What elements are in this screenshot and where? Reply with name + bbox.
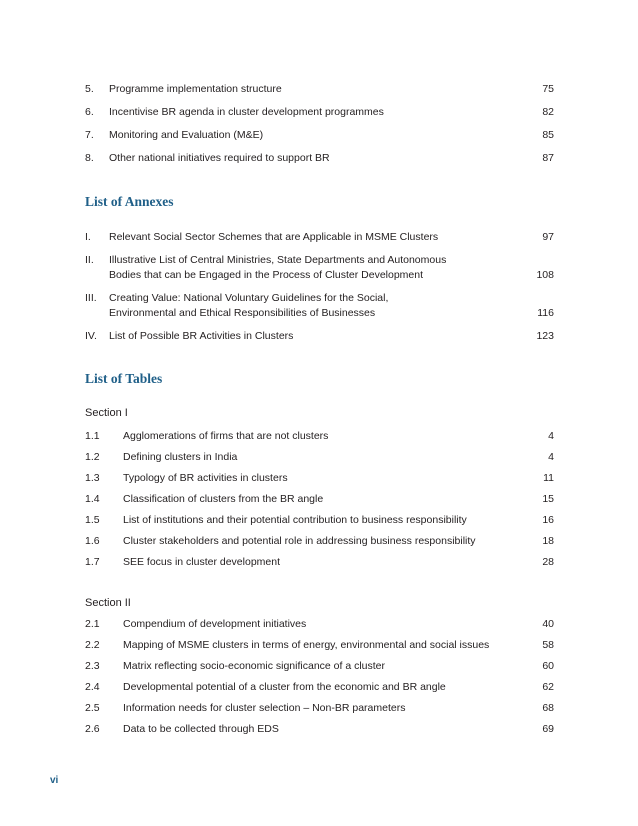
entry-page: 15 (542, 493, 554, 505)
entry-title: Incentivise BR agenda in cluster development programmes (109, 106, 384, 118)
entry-title: Relevant Social Sector Schemes that are Applicable in MSME Clusters (109, 231, 439, 243)
entry-title: Other national initiatives required to support BR (109, 152, 330, 164)
entry-title: Monitoring and Evaluation (M&E) (109, 129, 264, 141)
entry-title: Agglomerations of firms that are not clusters (123, 430, 329, 442)
entry-number: 1.1 (85, 430, 100, 442)
entry-page: 82 (542, 106, 554, 118)
entry-number: 1.3 (85, 472, 100, 484)
entry-number: 5. (85, 83, 94, 95)
entry-number: 2.4 (85, 681, 100, 693)
entry-title: Classification of clusters from the BR angle (123, 493, 324, 505)
entry-page: 75 (542, 83, 554, 95)
entry-title-continued: Environmental and Ethical Responsibilities of Businesses (109, 307, 376, 319)
entry-number: III. (85, 292, 97, 304)
annexes-heading: List of Annexes (85, 194, 174, 209)
entry-page: 69 (542, 723, 554, 735)
entry-number: IV. (85, 330, 97, 342)
entry-number: 2.5 (85, 702, 100, 714)
entry-number: 2.6 (85, 723, 100, 735)
section-2-label: Section II (85, 597, 131, 609)
entry-number: 7. (85, 129, 94, 141)
entry-page: 60 (542, 660, 554, 672)
entry-page: 4 (548, 451, 554, 463)
entry-title: Mapping of MSME clusters in terms of energy, environmental and social issues (123, 639, 490, 651)
entry-page: 123 (536, 330, 554, 342)
entry-title: List of Possible BR Activities in Clusters (109, 330, 294, 342)
entry-number: 1.2 (85, 451, 100, 463)
entry-title: Typology of BR activities in clusters (123, 472, 288, 484)
entry-title: Developmental potential of a cluster from the economic and BR angle (123, 681, 446, 693)
entry-number: 2.2 (85, 639, 100, 651)
entry-title: Matrix reflecting socio-economic significance of a cluster (123, 660, 386, 672)
entry-page: 28 (542, 556, 554, 568)
entry-page: 68 (542, 702, 554, 714)
tables-heading: List of Tables (85, 371, 163, 386)
entry-page: 4 (548, 430, 554, 442)
entry-number: 1.6 (85, 535, 100, 547)
entry-number: 2.1 (85, 618, 100, 630)
entry-page: 16 (542, 514, 554, 526)
entry-title: Defining clusters in India (123, 451, 238, 463)
entry-page: 97 (542, 231, 554, 243)
section-1-label: Section I (85, 407, 128, 419)
entry-page: 58 (542, 639, 554, 651)
entry-number: 8. (85, 152, 94, 164)
entry-title: Programme implementation structure (109, 83, 282, 95)
entry-title: Compendium of development initiatives (123, 618, 307, 630)
entry-title: Illustrative List of Central Ministries, State Departments and Autonomous (109, 254, 447, 266)
entry-page: 87 (542, 152, 554, 164)
entry-number: 1.4 (85, 493, 100, 505)
entry-title: Information needs for cluster selection – Non-BR parameters (123, 702, 406, 714)
entry-page: 116 (537, 307, 554, 319)
entry-title: Cluster stakeholders and potential role in addressing business responsibility (123, 535, 476, 547)
entry-number: 6. (85, 106, 94, 118)
entry-number: 1.5 (85, 514, 100, 526)
entry-page: 11 (543, 472, 554, 484)
entry-title: Creating Value: National Voluntary Guidelines for the Social, (109, 292, 389, 304)
entry-page: 18 (542, 535, 554, 547)
entry-number: II. (85, 254, 94, 266)
entry-number: 2.3 (85, 660, 100, 672)
entry-number: I. (85, 231, 91, 243)
page-folio: vi (50, 775, 59, 786)
entry-title: List of institutions and their potential contribution to business responsibility (123, 514, 467, 526)
entry-title-continued: Bodies that can be Engaged in the Process of Cluster Development (109, 269, 424, 281)
entry-title: SEE focus in cluster development (123, 556, 280, 568)
entry-page: 85 (542, 129, 554, 141)
entry-page: 108 (536, 269, 554, 281)
entry-page: 62 (542, 681, 554, 693)
entry-number: 1.7 (85, 556, 100, 568)
entry-title: Data to be collected through EDS (123, 723, 279, 735)
entry-page: 40 (542, 618, 554, 630)
